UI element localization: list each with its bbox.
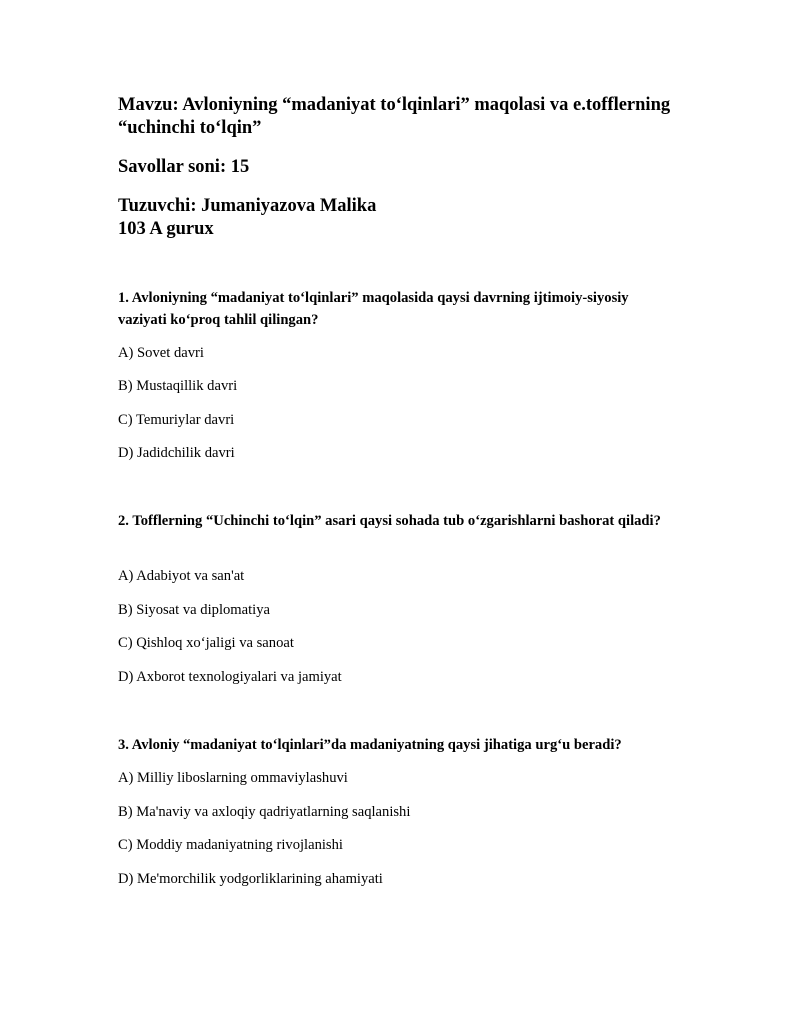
group-name: 103 A gurux	[118, 219, 214, 239]
question-1-option-a: A) Sovet davri	[118, 345, 204, 361]
document-title: Mavzu: Avloniyning “madaniyat to‘lqinlari” maqolasi va e.tofflerning “uchinchi to‘lqin”	[118, 95, 671, 138]
question-2-option-a: A) Adabiyot va san'at	[118, 568, 245, 584]
question-3-option-b: B) Ma'naviy va axloqiy qadriyatlarning saqlanishi	[118, 804, 411, 820]
question-3-text: 3. Avloniy “madaniyat to‘lqinlari”da madaniyatning qaysi jihatiga urg‘u beradi?	[118, 737, 622, 753]
question-1-option-c: C) Temuriylar davri	[118, 412, 235, 428]
question-2-option-c: C) Qishloq xo‘jaligi va sanoat	[118, 635, 294, 651]
question-3-option-a: A) Milliy liboslarning ommaviylashuvi	[118, 770, 348, 786]
question-1-text: 1. Avloniyning “madaniyat to‘lqinlari” maqolasida qaysi davrning ijtimoiy-siyosiy vaziyati ko‘proq tahlil qilingan?	[118, 290, 629, 328]
question-2-option-b: B) Siyosat va diplomatiya	[118, 602, 271, 618]
question-1-option-d: D) Jadidchilik davri	[118, 445, 235, 461]
question-count: Savollar soni: 15	[118, 157, 250, 177]
author-name: Tuzuvchi: Jumaniyazova Malika	[118, 196, 377, 216]
question-3-option-c: C) Moddiy madaniyatning rivojlanishi	[118, 837, 343, 853]
question-2-option-d: D) Axborot texnologiyalari va jamiyat	[118, 669, 342, 685]
question-2-text: 2. Tofflerning “Uchinchi to‘lqin” asari qaysi sohada tub o‘zgarishlarni bashorat qiladi?	[118, 513, 661, 529]
question-3-option-d: D) Me'morchilik yodgorliklarining ahamiyati	[118, 871, 383, 887]
question-1-option-b: B) Mustaqillik davri	[118, 378, 238, 394]
